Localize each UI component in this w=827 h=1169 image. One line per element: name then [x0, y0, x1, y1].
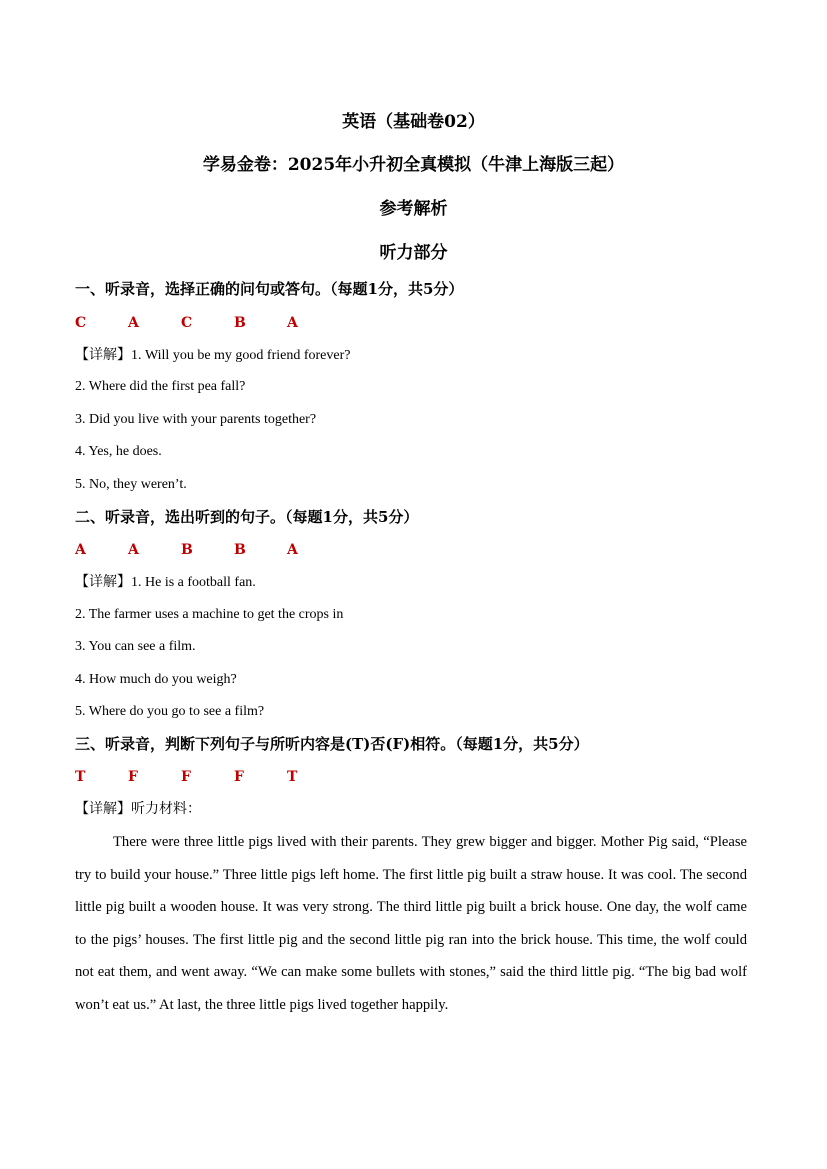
detail-line	[75, 573, 256, 592]
section-2-heading: 二、听录音，选出听到的句子。（每题1分，共5分）	[75, 508, 419, 526]
answer: F	[234, 769, 244, 785]
answer: T	[75, 769, 86, 785]
answer: B	[181, 542, 193, 558]
reference-label: 参考解析	[379, 199, 448, 219]
detail-line: 5. Where do you go to see a film?	[75, 704, 265, 719]
section-1-heading: 一、听录音，选择正确的问句或答句。（每题1分，共5分）	[75, 280, 464, 298]
detail-text: 1. Will you be my good friend forever?	[131, 348, 351, 363]
part-heading: 听力部分	[379, 243, 448, 263]
detail-line: 2. The farmer uses a machine to get the crops in	[75, 607, 344, 622]
answer: C	[75, 315, 87, 331]
answer: A	[287, 315, 298, 331]
detail-tag: 【详解】	[75, 574, 131, 590]
listening-material-paragraph: There were three little pigs lived with their parents. They grew bigger and bigger. Mother Pig said, “Please try to build your house.” Three little pigs left home. The first little pig built a straw house. It was cool. The second little pig built a wooden house. It was very strong. The third little pig built a brick house. One day, the wolf came to the pigs’ houses. The first little pig and the second little pig ran into the brick house. This time, the wolf could not eat them, and went away. “We can make some bullets with stones,” said the third little pig. “The big bad wolf won’t eat us.” At last, the three little pigs lived together happily.	[75, 834, 747, 1013]
answer: B	[234, 542, 246, 558]
answer: A	[75, 542, 86, 558]
document-title: 英语（基础卷02）	[342, 112, 485, 132]
answer: F	[128, 769, 138, 785]
detail-tag: 【详解】	[75, 347, 131, 363]
answer: A	[128, 315, 139, 331]
detail-tag: 【详解】	[75, 801, 131, 817]
section-2-answers	[75, 541, 340, 559]
detail-line: 5. No, they weren’t.	[75, 477, 187, 492]
detail-line	[75, 800, 201, 819]
answer: F	[181, 769, 191, 785]
detail-line	[75, 346, 350, 365]
detail-line: 3. Did you live with your parents together?	[75, 412, 317, 427]
answer: T	[287, 769, 298, 785]
section-3-heading: 三、听录音，判断下列句子与所听内容是(T)否(F)相符。（每题1分，共5分）	[75, 735, 589, 753]
detail-line: 3. You can see a film.	[75, 639, 196, 654]
detail-line: 4. How much do you weigh?	[75, 672, 237, 687]
detail-line: 2. Where did the first pea fall?	[75, 379, 246, 394]
section-1-answers	[75, 314, 340, 332]
answer: C	[181, 315, 193, 331]
answer: A	[128, 542, 139, 558]
detail-text: 听力材料：	[131, 801, 201, 817]
document-subtitle: 学易金卷：2025年小升初全真模拟（牛津上海版三起）	[202, 155, 625, 175]
detail-text: 1. He is a football fan.	[131, 575, 256, 590]
answer: B	[234, 315, 246, 331]
detail-line: 4. Yes, he does.	[75, 444, 162, 459]
section-3-answers	[75, 768, 340, 786]
answer: A	[287, 542, 298, 558]
